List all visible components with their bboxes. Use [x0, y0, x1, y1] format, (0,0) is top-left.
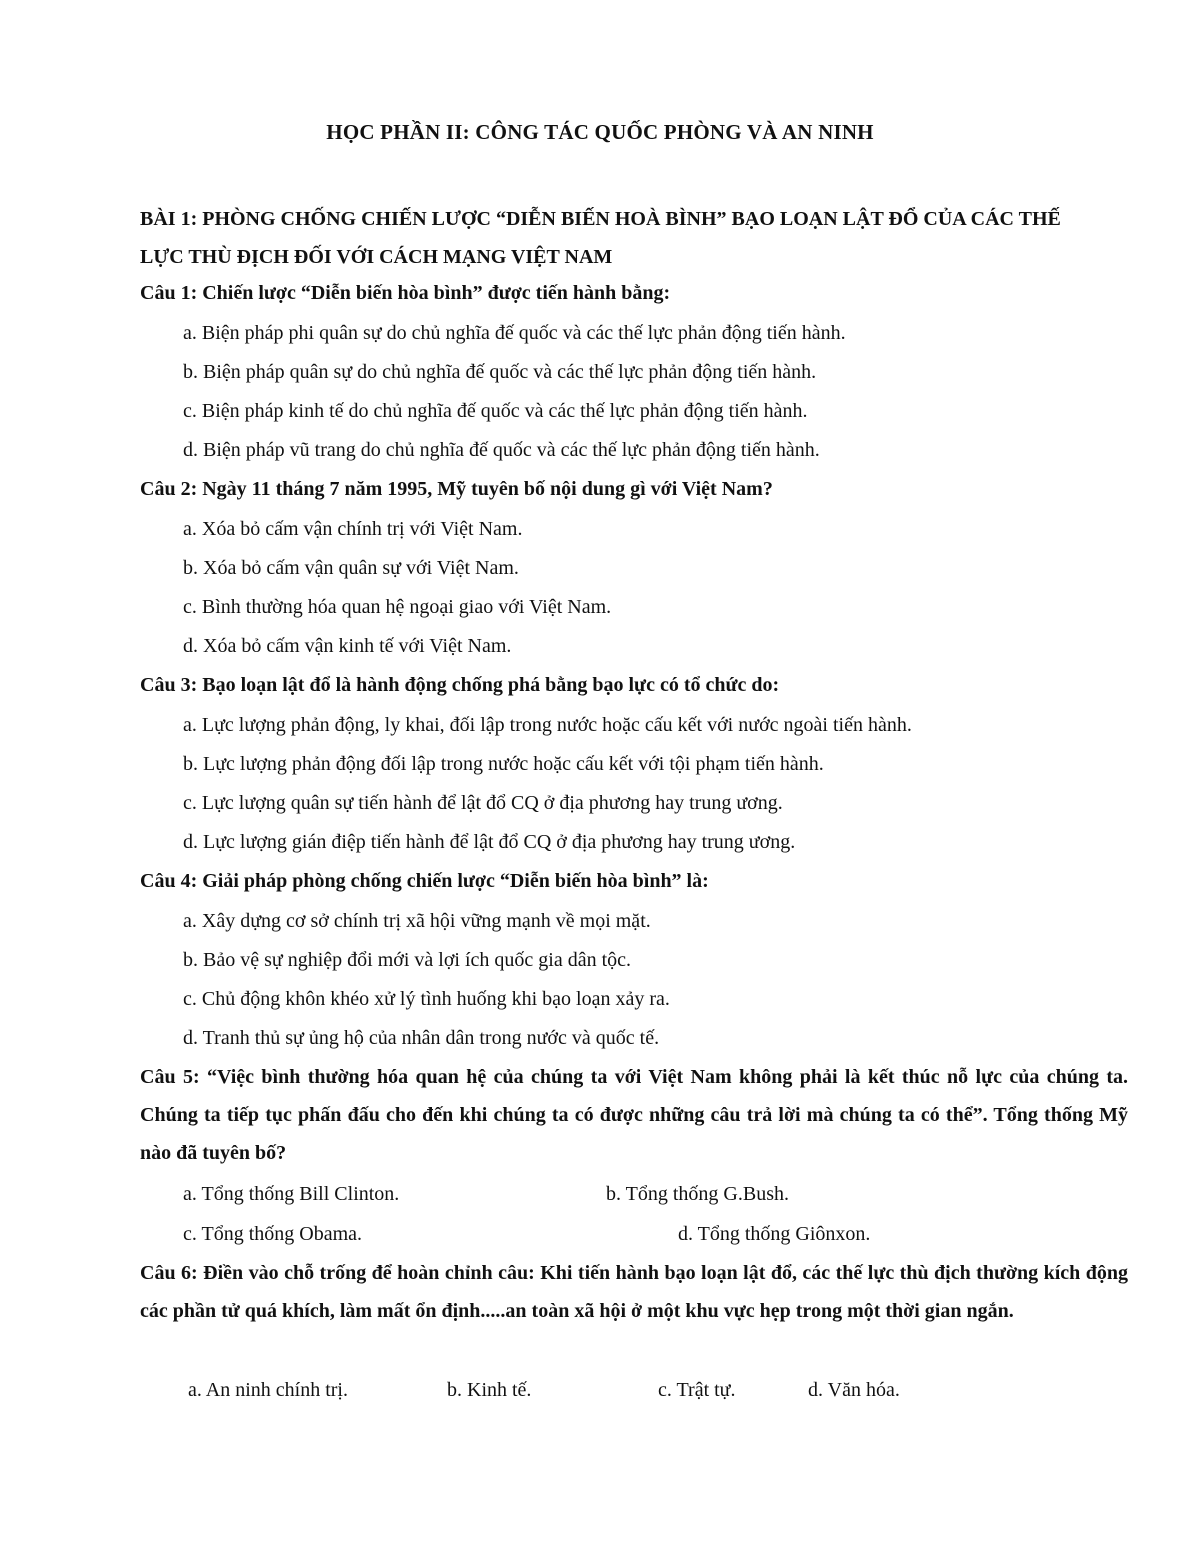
question-text: “Việc bình thường hóa quan hệ của chúng ta với Việt Nam không phải là kết thúc nỗ lực của chúng ta. Chúng ta tiếp tục phấn đấu cho đến khi chúng ta có được những câu trả lời mà chúng ta có thể”. Tổng thống Mỹ nào đã tuyên bố? — [140, 1066, 1129, 1164]
question-label: Câu 6: — [140, 1262, 198, 1284]
question-label: Câu 3: — [140, 674, 198, 696]
q2-option-a: a. Xóa bỏ cấm vận chính trị với Việt Nam. — [183, 518, 523, 540]
q3-option-b: b. Lực lượng phản động đối lập trong nước hoặc cấu kết với tội phạm tiến hành. — [183, 753, 824, 775]
q4-option-d: d. Tranh thủ sự ủng hộ của nhân dân trong nước và quốc tế. — [183, 1027, 660, 1049]
question-text: Ngày 11 tháng 7 năm 1995, Mỹ tuyên bố nội dung gì với Việt Nam? — [202, 478, 773, 500]
q6-option-d: d. Văn hóa. — [808, 1379, 900, 1401]
q2-option-b: b. Xóa bỏ cấm vận quân sự với Việt Nam. — [183, 557, 519, 579]
question-3 — [140, 671, 779, 699]
q5-option-a: a. Tổng thống Bill Clinton. — [183, 1183, 400, 1205]
question-label: Câu 2: — [140, 478, 198, 500]
q1-option-d: d. Biện pháp vũ trang do chủ nghĩa đế quốc và các thế lực phản động tiến hành. — [183, 439, 820, 461]
q4-option-b: b. Bảo vệ sự nghiệp đổi mới và lợi ích quốc gia dân tộc. — [183, 949, 632, 971]
question-6 — [140, 1254, 1128, 1330]
question-label: Câu 1: — [140, 282, 198, 304]
lesson-heading: BÀI 1: PHÒNG CHỐNG CHIẾN LƯỢC “DIỄN BIẾN HOÀ BÌNH” BẠO LOẠN LẬT ĐỔ CỦA CÁC THẾ LỰC THÙ ĐỊCH ĐỐI VỚI CÁCH MẠNG VIỆT NAM — [140, 208, 1061, 268]
q3-option-d: d. Lực lượng gián điệp tiến hành để lật đổ CQ ở địa phương hay trung ương. — [183, 831, 796, 853]
q5-option-b: b. Tổng thống G.Bush. — [606, 1183, 789, 1205]
q3-option-a: a. Lực lượng phản động, ly khai, đối lập trong nước hoặc cấu kết với nước ngoài tiến hành. — [183, 714, 912, 736]
q4-option-c: c. Chủ động khôn khéo xử lý tình huống khi bạo loạn xảy ra. — [183, 988, 670, 1010]
q2-option-d: d. Xóa bỏ cấm vận kinh tế với Việt Nam. — [183, 635, 512, 657]
q5-option-d: d. Tổng thống Giônxon. — [678, 1223, 871, 1245]
question-5 — [140, 1058, 1128, 1172]
q3-option-c: c. Lực lượng quân sự tiến hành để lật đổ CQ ở địa phương hay trung ương. — [183, 792, 783, 814]
question-label: Câu 4: — [140, 870, 198, 892]
question-text: Giải pháp phòng chống chiến lược “Diễn biến hòa bình” là: — [202, 870, 709, 892]
q6-option-a: a. An ninh chính trị. — [188, 1379, 348, 1401]
question-1 — [140, 279, 670, 307]
question-2 — [140, 475, 773, 503]
question-text: Chiến lược “Diễn biến hòa bình” được tiến hành bằng: — [202, 282, 671, 304]
q2-option-c: c. Bình thường hóa quan hệ ngoại giao với Việt Nam. — [183, 596, 612, 618]
q1-option-c: c. Biện pháp kinh tế do chủ nghĩa đế quốc và các thế lực phản động tiến hành. — [183, 400, 808, 422]
question-4 — [140, 867, 709, 895]
q4-option-a: a. Xây dựng cơ sở chính trị xã hội vững mạnh về mọi mặt. — [183, 910, 651, 932]
q1-option-a: a. Biện pháp phi quân sự do chủ nghĩa đế quốc và các thế lực phản động tiến hành. — [183, 322, 846, 344]
q5-option-c: c. Tổng thống Obama. — [183, 1223, 363, 1245]
question-label: Câu 5: — [140, 1066, 200, 1088]
q6-option-c: c. Trật tự. — [658, 1379, 736, 1401]
question-text: Bạo loạn lật đổ là hành động chống phá bằng bạo lực có tổ chức do: — [202, 674, 780, 696]
question-text: Điền vào chỗ trống để hoàn chỉnh câu: Khi tiến hành bạo loạn lật đổ, các thế lực thù địch thường kích động các phần tử quá khích, làm mất ổn định.....an toàn xã hội ở một khu vực hẹp trong một thời gian ngắn. — [140, 1262, 1129, 1322]
q1-option-b: b. Biện pháp quân sự do chủ nghĩa đế quốc và các thế lực phản động tiến hành. — [183, 361, 817, 383]
q6-option-b: b. Kinh tế. — [447, 1379, 532, 1401]
page-title: HỌC PHẦN II: CÔNG TÁC QUỐC PHÒNG VÀ AN NINH — [326, 120, 874, 144]
